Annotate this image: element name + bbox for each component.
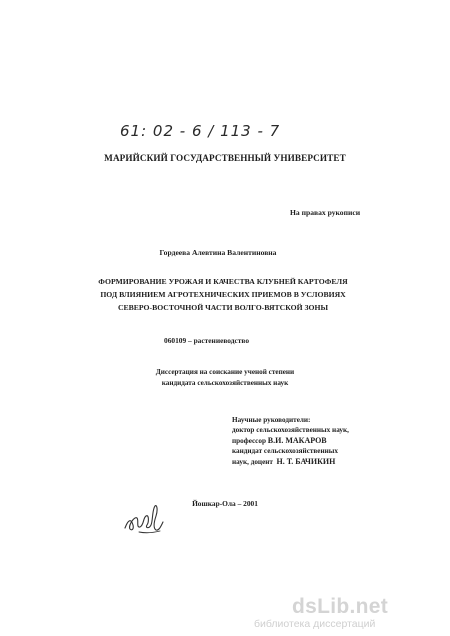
supervisor-line-4: [232, 457, 335, 466]
supervisor-title-2: наук, доцент: [232, 458, 277, 466]
dslib-watermark: [254, 595, 389, 630]
city-year: Йошкар-Ола – 2001: [192, 499, 258, 508]
handwritten-stamp: 61: 02 - 6 / 113 - 7: [120, 122, 281, 140]
handwritten-signature: [122, 498, 166, 536]
title-line-1: ФОРМИРОВАНИЕ УРОЖАЯ И КАЧЕСТВА КЛУБНЕЙ КАРТОФЕЛЯ: [98, 277, 348, 286]
title-line-2: ПОД ВЛИЯНИЕМ АГРОТЕХНИЧЕСКИХ ПРИЕМОВ В УСЛОВИЯХ: [100, 290, 346, 299]
supervisor-name-2: Н. Т. БАЧИКИН: [276, 457, 336, 466]
dissertation-line-2: кандидата сельскохозяйственных наук: [161, 379, 289, 387]
dslib-tagline: библиотека диссертаций: [254, 618, 376, 630]
supervisor-line-2: [232, 436, 327, 445]
supervisor-title-1: профессор: [232, 437, 268, 445]
author-name: Гордеева Алевтина Валентиновна: [159, 248, 277, 257]
supervisors-heading: Научные руководители:: [232, 416, 311, 424]
supervisor-line-1: доктор сельскохозяйственных наук,: [232, 426, 349, 434]
title-line-3: СЕВЕРО-ВОСТОЧНОЙ ЧАСТИ ВОЛГО-ВЯТСКОЙ ЗОНЫ: [117, 303, 329, 312]
dissertation-line-1: Диссертация на соискание ученой степени: [155, 368, 295, 376]
university-name: МАРИЙСКИЙ ГОСУДАРСТВЕННЫЙ УНИВЕРСИТЕТ: [104, 153, 346, 163]
supervisor-line-3: кандидат сельскохозяйственных: [232, 447, 338, 455]
supervisor-name-1: В.И. МАКАРОВ: [267, 436, 327, 445]
dslib-logo: dsLib.net: [292, 595, 389, 618]
specialty: 060109 – растениеводство: [164, 336, 250, 345]
rights-note: На правах рукописи: [290, 208, 361, 217]
